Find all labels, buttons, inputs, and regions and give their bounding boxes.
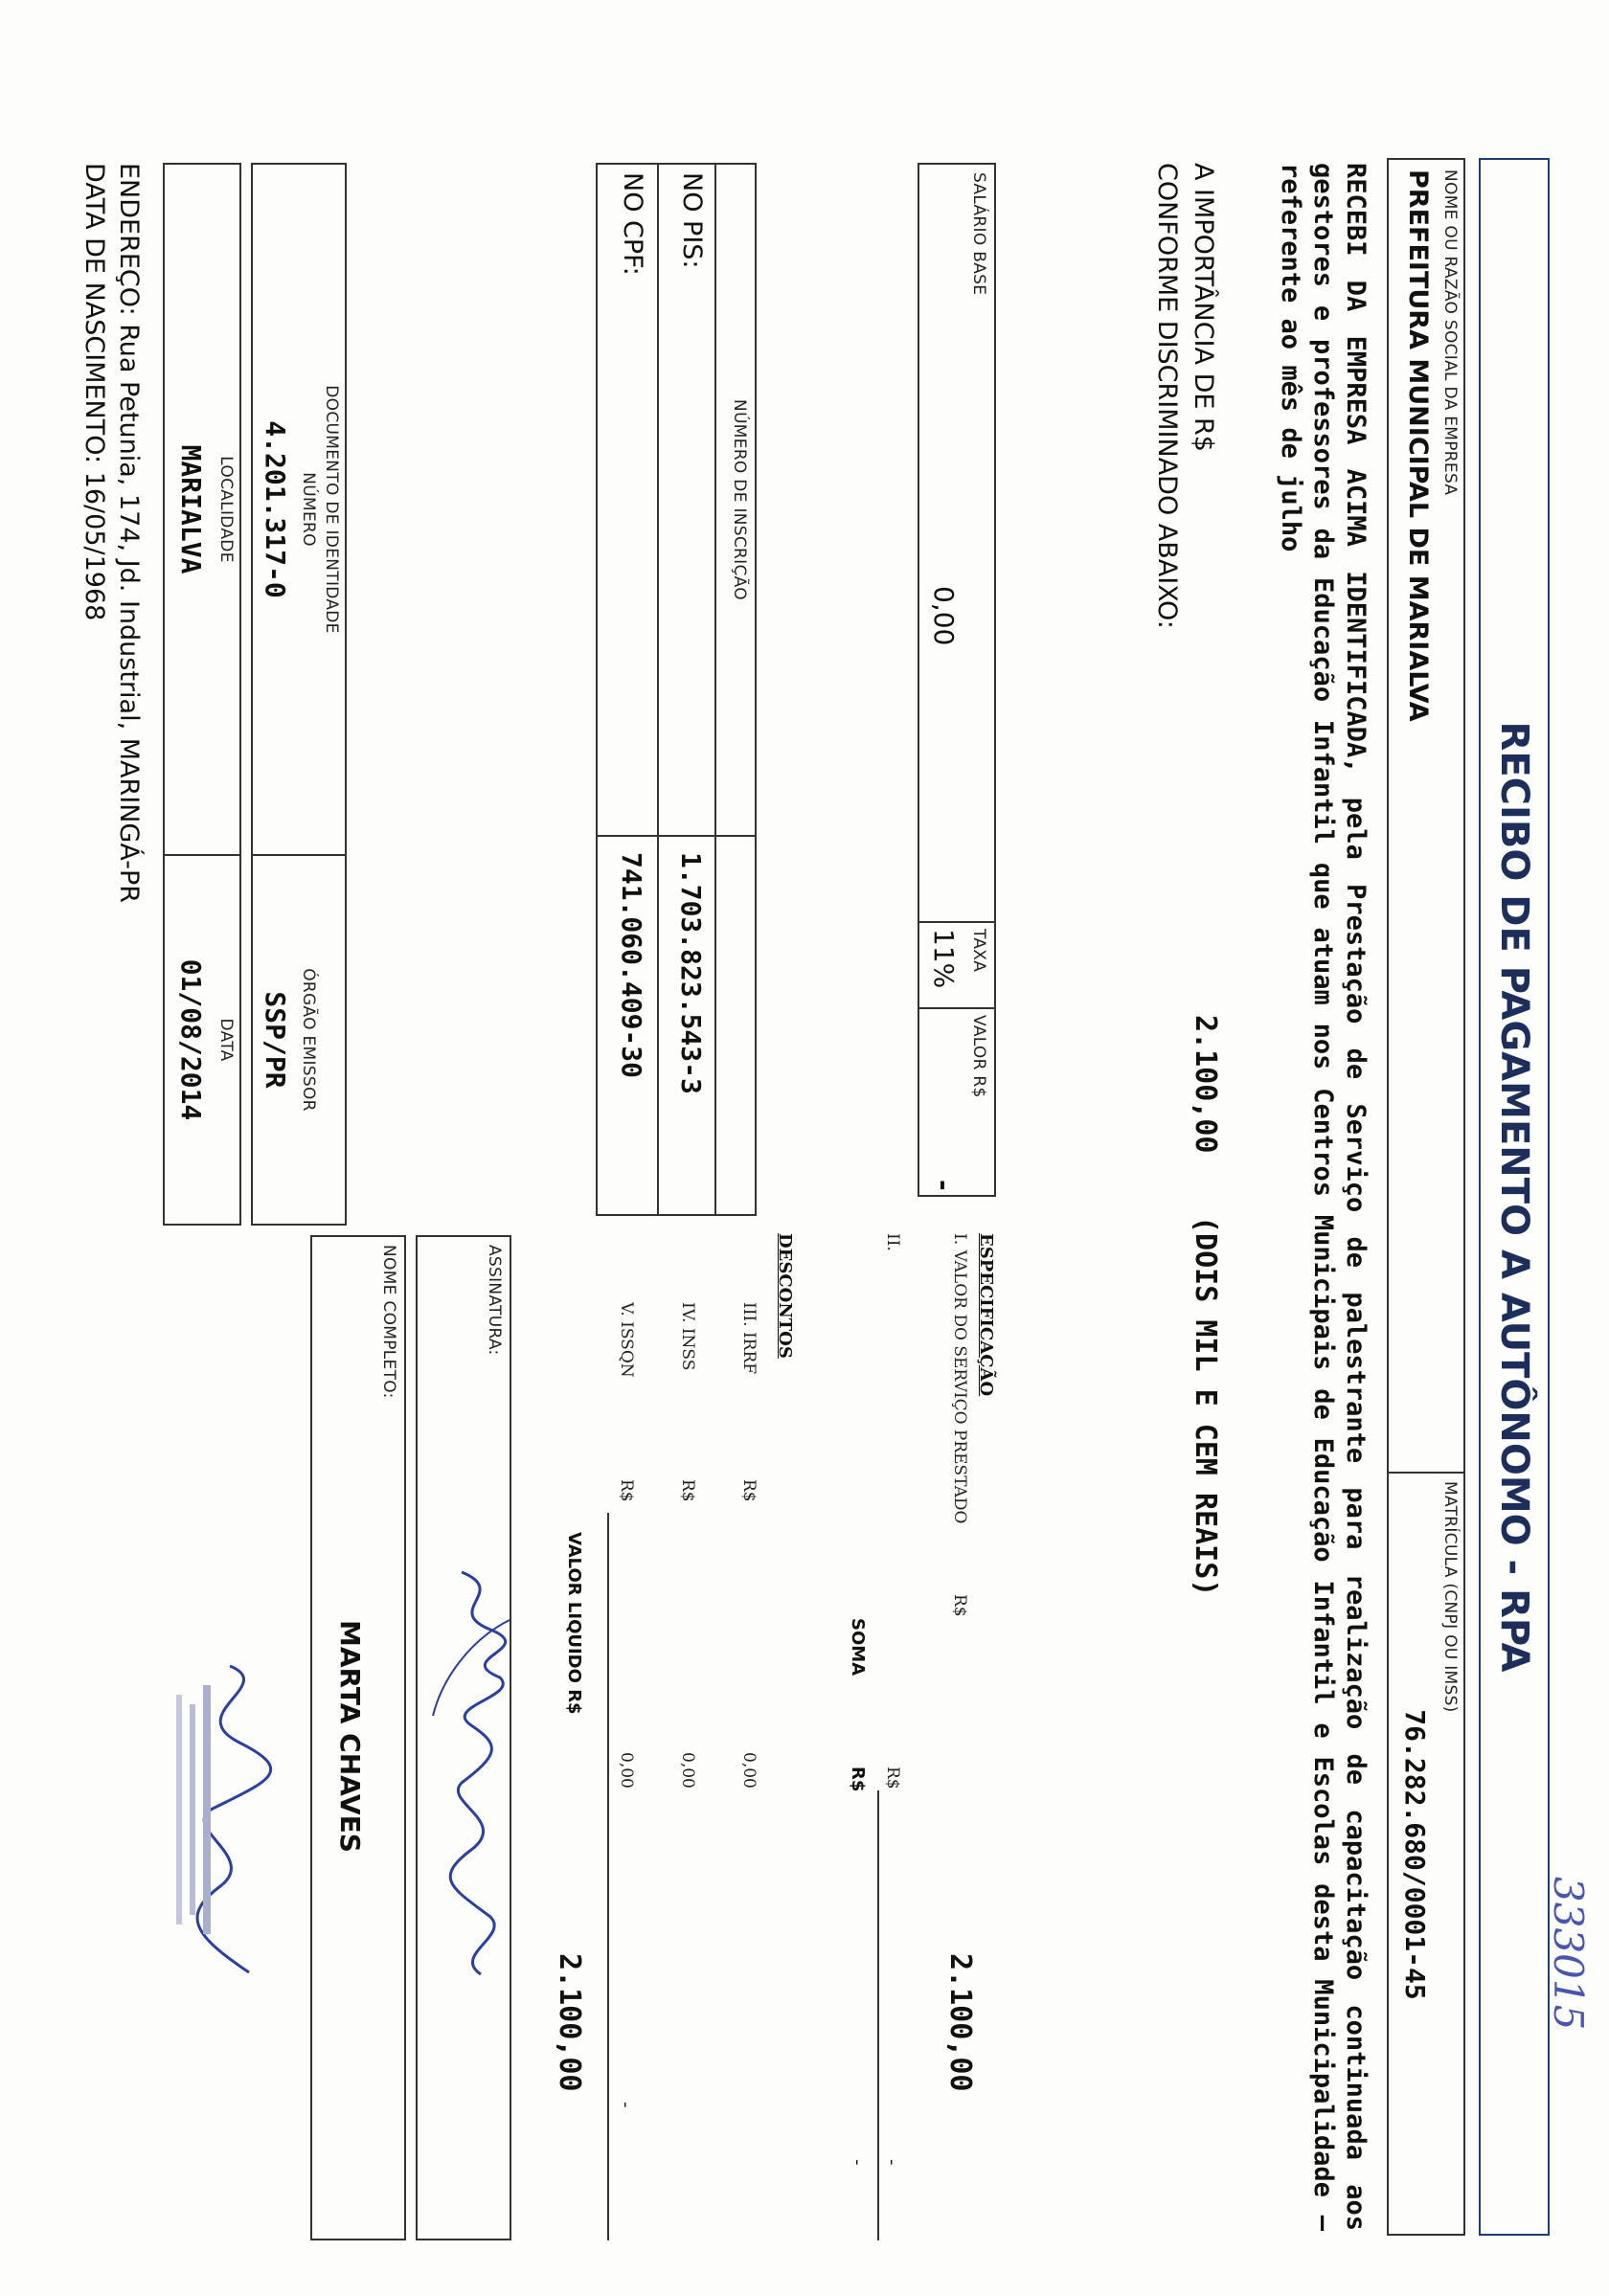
rate-label: TAXA [969,929,988,973]
service-value: 2.100,00 [943,1953,977,2092]
item-two-line [877,1790,879,2240]
registration-divider-h2 [657,165,659,1214]
specification-heading: ESPECIFICAÇÃO [976,1233,996,1397]
inss-label: IV. INSS [678,1302,697,1371]
net-value-label: VALOR LIQUIDO R$ [564,1532,584,1715]
id-document-box [251,163,347,1226]
base-salary-label: SALÁRIO BASE [969,172,988,296]
page-title: RECIBO DE PAGAMENTO A AUTÔNOMO - RPA [1492,721,1536,1673]
service-value-currency: R$ [950,1594,969,1617]
date-label: DATA [216,1018,236,1062]
title-box [1479,158,1550,2236]
pis-value: 1.703.823.543-3 [675,852,707,1094]
cnpj-label: MATRÍCULA (CNPJ OU IMSS) [1440,1481,1460,1713]
net-value-line [607,1513,609,2240]
amount-value: 2.100,00 [1189,1015,1222,1154]
official-stamp-signature [153,1647,287,1992]
id-number-label: NÚMERO [299,472,318,547]
net-value: 2.100,00 [553,1953,586,2092]
address-text: ENDEREÇO: Rua Petunia, 174, Jd. Industrial, MARINGÁ-PR [114,163,144,904]
issqn-value: 0,00 [617,1752,636,1789]
discrimination-label: CONFORME DISCRIMINADO ABAIXO: [1152,163,1182,629]
inss-value: 0,00 [678,1752,697,1789]
location-label: LOCALIDADE [216,456,236,563]
sum-value: - [848,2159,868,2166]
registration-label: NÚMERO DE INSCRIÇÃO [730,399,749,600]
date-value: 01/08/2014 [175,958,207,1121]
base-salary-value: 0,00 [928,586,960,646]
signature-label: ASSINATURA: [485,1245,504,1356]
stamp-number: 333015 [1545,1877,1592,2031]
issqn-label: V. ISSQN [617,1302,636,1378]
company-name-label: NOME OU RAZÃO SOCIAL DA EMPRESA [1440,169,1460,496]
irrf-value: 0,00 [739,1752,759,1789]
handwritten-signature [423,1563,529,1984]
item-two-label: II. [883,1233,902,1251]
table-divider-1 [918,921,994,923]
full-name-label: NOME COMPLETO: [379,1245,398,1399]
registration-divider-h1 [714,165,716,1214]
deductions-heading: DESCONTOS [775,1233,795,1359]
full-name-value: MARTA CHAVES [334,1620,366,1853]
table-divider-2 [918,1007,994,1009]
full-name-box [310,1235,406,2240]
pis-label: NO PIS: [677,172,707,269]
company-name-value: PREFEITURA MUNICIPAL DE MARIALVA [1403,169,1433,722]
inss-table [918,163,996,1197]
value-dash: - [928,1180,960,1191]
cnpj-value: 76.282.680/0001-45 [1399,1709,1431,2000]
value-label: VALOR R$ [969,1015,988,1098]
location-value: MARIALVA [175,444,207,574]
item-two-currency: R$ [883,1767,902,1790]
signature-box [416,1235,511,2240]
irrf-currency: R$ [739,1479,759,1502]
service-value-label: I. VALOR DO SERVIÇO PRESTADO [950,1233,969,1524]
birthdate-text: DATA DE NASCIMENTO: 16/05/1968 [79,163,109,621]
irrf-label: III. IRRF [739,1302,759,1375]
deductions-extra-value: - [616,2102,636,2108]
inss-currency: R$ [678,1479,697,1502]
company-box [1387,158,1465,2236]
issuer-value: SSP/PR [260,991,291,1089]
rate-value: 11% [928,929,960,989]
item-two-value: - [882,2159,902,2166]
issuer-label: ÓRGÃO EMISSOR [299,968,318,1112]
registration-divider-v [598,835,755,837]
amount-label: A IMPORTÂNCIA DE R$ [1189,163,1218,452]
sum-label: SOMA [848,1618,868,1677]
sum-currency: R$ [848,1767,868,1792]
id-number-value: 4.201.317-0 [260,420,291,598]
location-box [163,163,241,1226]
issqn-currency: R$ [617,1479,636,1502]
cpf-value: 741.060.409-30 [616,852,647,1079]
registration-box [596,163,757,1216]
declaration-text: RECEBI DA EMPRESA ACIMA IDENTIFICADA, pela Prestação de Serviço de palestrante para realização de capacitação continuada aos gestores e professores da Educação Infantil que atuam nos Centros Municipais de Educação Infantil e Escolas desta Municipalidade – referente ao mês de julho [1276,163,1371,2231]
id-document-label: DOCUMENTO DE IDENTIDADE [322,385,341,634]
amount-in-words: (DOIS MIL E CEM REAIS) [1189,1216,1222,1597]
cpf-label: NO CPF: [618,172,647,276]
company-divider [1387,1472,1463,1474]
